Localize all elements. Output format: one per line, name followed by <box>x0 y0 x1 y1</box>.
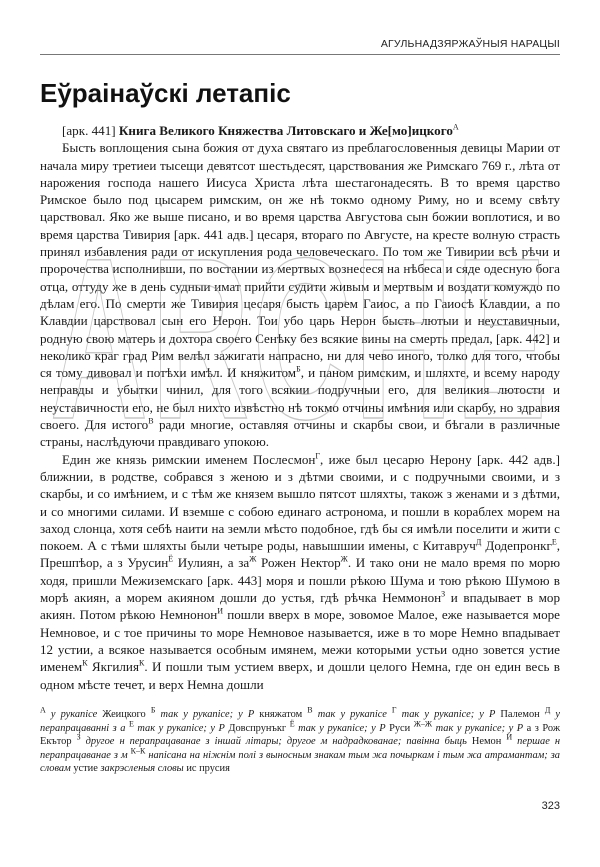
text-run: и впадывает в мор акиян. Потом рѣкою Немнонон <box>40 590 560 623</box>
editorial-note: так у рукапісе; у Р <box>396 709 496 720</box>
footnote-mark: Б <box>296 364 301 374</box>
text-run: ис прусия <box>183 763 230 775</box>
editorial-note: другое н перапрацаванае з іншай літары; другое м надрадкованае; павінна быць <box>80 736 467 748</box>
footnote-mark: Ё <box>168 555 174 565</box>
footnote-mark: К <box>138 658 145 668</box>
text-run: Руси <box>385 722 414 734</box>
footnote-mark: В <box>307 705 313 715</box>
editorial-note: так у рукапісе; у Р <box>133 722 225 734</box>
footnote-mark: Ж–Ж <box>413 719 433 729</box>
heading-bold-text: Книга Великого Княжества Литовскаго и Же[мо]ицкого <box>118 123 453 138</box>
footnote-mark: Е <box>128 719 134 729</box>
text-run: княжатом <box>254 709 308 720</box>
watermark-letters: ARCHE <box>50 218 550 467</box>
chapter-title: Еўраінаўскі летапіс <box>40 78 291 108</box>
footnote-mark: Г <box>315 451 321 461</box>
editorial-note: першае н перапрацаванае з м <box>40 736 560 761</box>
text-run: Якгилия <box>87 659 139 675</box>
text-run: а з Рож Екътор <box>40 722 561 748</box>
text-run: Рожен Нектор <box>256 555 341 571</box>
text-run: . И пошли тым устием вверх, и дошли целого Немна, где он един весь в одном мѣсте течет, и верх Немна дошли <box>40 659 560 692</box>
sheet-reference: [арк. 441] <box>62 123 116 138</box>
footnotes <box>40 705 561 776</box>
footnote-mark: А <box>452 122 459 132</box>
text-run: , иже был цесарю Нерону [арк. 442 адв.] ближнии, в родстве, собрався з женою и з дѣтми своими, и с подручными своими, и з скарбы, и со имѣнием, и с тѣм же князем вышло пятсот шляхты, також з женами и з дѣтми, и со многими силами. И вземше с собою единаго астронома, и пошли в кораблех морем на заход слонца, хотя себѣ наити на земли мѣсто подобное, гдѣ бы ся имѣли поселити и жити с покоем. А с тѣми шляхты были четыре роды, навышшии имены, с Китавруч <box>40 451 560 554</box>
footnote-block <box>40 705 561 776</box>
footnote-mark: Ж <box>340 555 348 565</box>
editorial-note: у рукапісе <box>45 709 98 720</box>
footnote-mark: Ж <box>249 555 257 565</box>
page-number: 323 <box>541 800 560 812</box>
footnote-mark: Е <box>551 537 557 547</box>
text-run: Довспрунъкг <box>224 722 290 734</box>
footnote-mark: В <box>148 416 154 426</box>
text-run: пошли вверх в море, зовомое Малое, еже называется море Немновое, и с тое причины то море Немновое называется, иже в то море Немно впадывает 12 устии, а всякое называется особным имянем, межи которыми устьи одно зовется устие именем <box>40 607 560 675</box>
text-run: Един же князь римскии именем Послесмон <box>62 451 316 467</box>
text-run: , Прешпѣор, а з Урусин <box>40 538 560 571</box>
editorial-note: закрэсленыя словы <box>100 763 184 775</box>
text-run: Немон <box>466 736 507 748</box>
footnote-mark: К <box>82 658 88 668</box>
footnote-mark: З <box>441 589 446 599</box>
footnote-mark: З <box>76 732 81 742</box>
editorial-note: так у рукапісе; у Р <box>294 722 386 734</box>
text-run: ради многие, оставляя отчины и скарбы свои, и бѣгали в различные страны, наслѣдуючи правдиваго упокою. <box>40 417 560 450</box>
footnote-mark: Б <box>150 705 156 715</box>
text-run: устие <box>70 763 101 775</box>
text-run: Палемон <box>495 709 545 720</box>
editorial-note: так у рукапісе; у Р <box>432 722 524 734</box>
section-heading <box>40 122 560 139</box>
running-head: АГУЛЬНАДЗЯРЖАЎНЫЯ НАРАЦЫІ <box>40 38 560 55</box>
editorial-note: так у рукапісе <box>312 709 392 720</box>
text-run: Бысть воплощения сына божия от духа святаго из преблагословенныя девицы Марии от начала миру третиеи тысещи девятсот шестьдесят, царствования же Римскаго 769 г., лѣта от нарожения господа нашего Иисуса Христа лѣта шестагонадесять. В то время царство Римское было под цысарем римским, он же нѣ токмо одному Риму, но и всему свѣту царствовал. Яко же выше писано, и во время царства Августова сын божии воплотися, и во время царства Тивирия [арк. 441 адв.] цесаря, втораго по Августе, на кресте волную страсть принял избавления ради от искупления рода человеческаго. По том же Тивирии всѣ рѣчи и пророчества исполнивши, по востании из мертвых вознесеся на нѣбеса и сяде одесную бога отца, оттуду же в день судныи имат прийти судити живым и мертвым и воздати комуждо по дѣлам его. По смерти же Тивирия цесаря бысть царем Гаиос, а по Гаиосѣ Клавдии, а по Клавдии царствовал сын его Нерон. Тои убо царь Нерон бысть лютыи и неуставичныи, родную свою матерь и дохтора своего Сенѣку без всякие вины на смерть предал, [арк. 442] и неколико краг град Рим велѣл зажигати напрасно, ни для чево иного, толко для того, чтобы ся тому дивовал и потѣхи имѣл. И княжитом <box>40 140 560 381</box>
text-run: Додепронкг <box>481 538 552 554</box>
paragraph-2 <box>40 451 560 693</box>
footnote-mark: Д <box>544 705 551 715</box>
footnote-mark: Д <box>475 537 482 547</box>
footnote-mark: И <box>217 606 224 616</box>
footnote-mark: Ё <box>289 719 295 729</box>
text-run: . И тако они не мало время по морю ходя, пришли Межиземскаго [арк. 443] моря и пошли рѣкою Шума и тою рѣкою Шумою в морѣ акиян, а морем акияном дошли до устья, гдѣ рѣчка Неммонон <box>40 555 560 606</box>
editorial-note: у перапрацаванні з а <box>40 709 560 734</box>
text-run: Жеицкого <box>97 709 151 720</box>
footnote-mark: К–К <box>130 746 146 756</box>
text-run: Иулиян, а за <box>173 555 250 571</box>
editorial-note: напісана на ніжнім полі з выносным знакам тым жа почыркам і тым жа атрамантам; за словам <box>40 749 560 775</box>
paragraph-1 <box>40 139 560 450</box>
text-run: , и паном римским, и шляхте, и всему народу неправды и убытки чинил, для того всякии подручныи его, для великия лютости и неуставичности его, не был нихто извѣстно нѣ токмо отчины имѣния или скарбу, но здравия своего. Для истого <box>40 365 560 433</box>
main-text <box>40 122 560 693</box>
footnote-mark: И <box>506 732 513 742</box>
footnote-mark: Г <box>391 705 397 715</box>
footnote-mark: А <box>40 705 46 715</box>
editorial-note: так у рукапісе; у Р <box>155 709 255 720</box>
